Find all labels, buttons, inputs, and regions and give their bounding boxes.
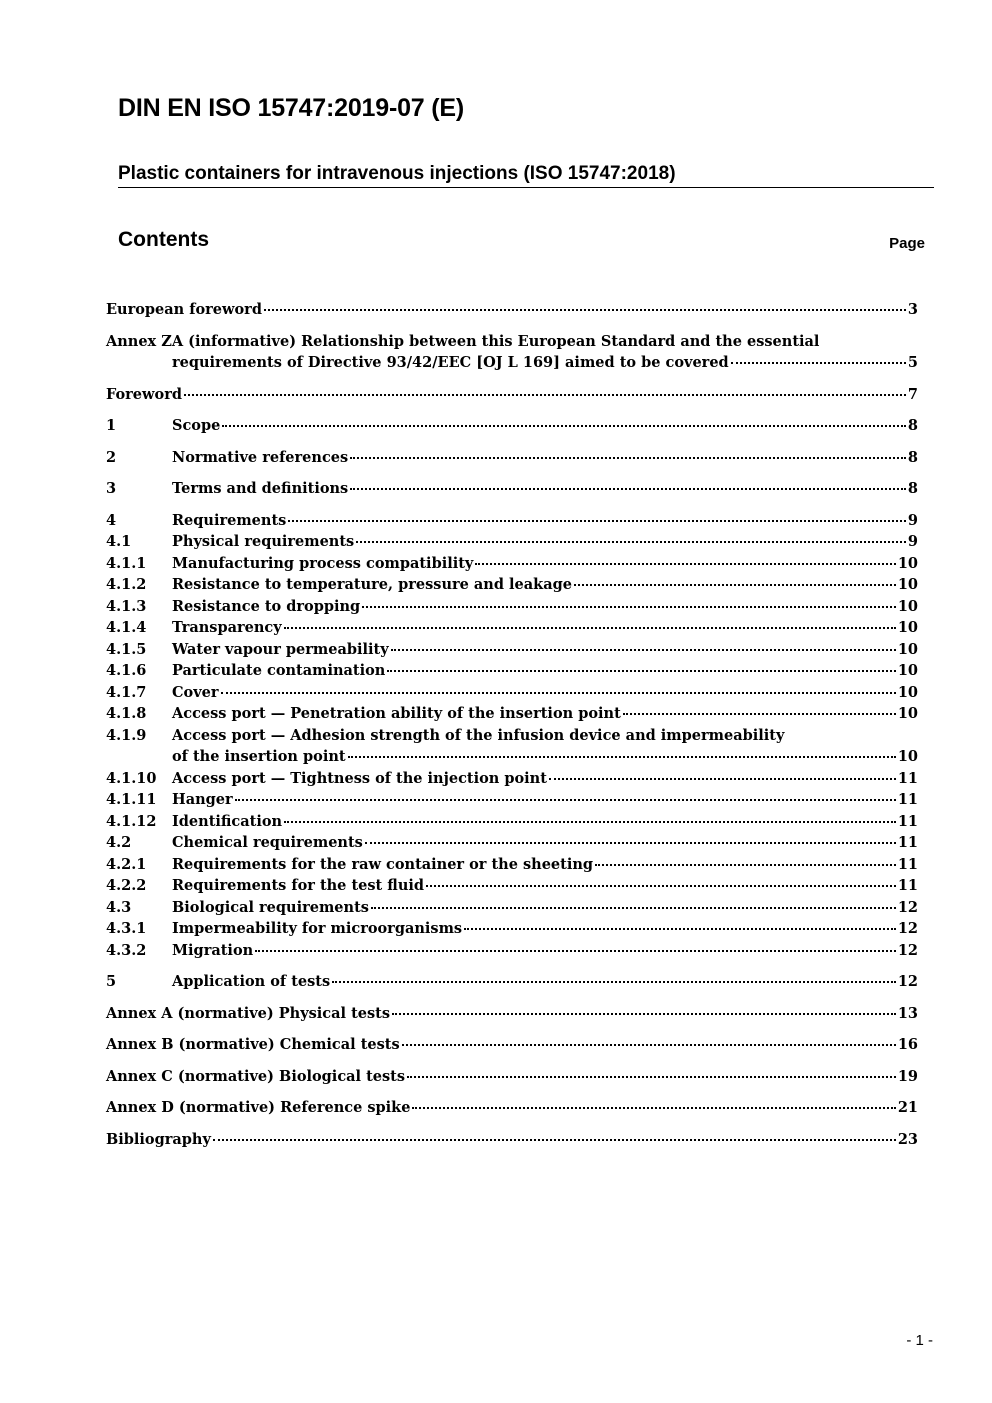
toc-entry-page: 10 (897, 640, 918, 658)
toc-entry-4-1-9[interactable] (106, 725, 918, 747)
toc-entry-page: 11 (897, 855, 918, 873)
toc-entry-title: Migration (172, 941, 254, 959)
toc-entry-page: 10 (897, 576, 918, 593)
toc-entry-number: 5 (106, 973, 117, 990)
dot-leader (407, 1076, 896, 1078)
dot-leader (284, 627, 896, 629)
toc-entry-annex-d[interactable] (106, 1097, 918, 1119)
toc-entry-number: 4.2 (106, 834, 132, 851)
dot-leader (350, 488, 906, 490)
toc-entry-title: Bibliography (106, 1130, 211, 1148)
toc-entry-page: 12 (897, 941, 918, 959)
toc-entry-3[interactable] (106, 478, 918, 500)
toc-entry-annex-c[interactable] (106, 1066, 918, 1088)
toc-entry-title: Application of tests (172, 973, 331, 990)
toc-entry-title: Requirements for the raw container or the sheeting (172, 855, 594, 873)
dot-leader (371, 907, 896, 909)
toc-entry-title: European foreword (106, 301, 262, 318)
toc-entry-bibliography[interactable] (106, 1129, 918, 1151)
toc-entry-title: Resistance to temperature, pressure and leakage (172, 576, 572, 593)
dot-leader (213, 1139, 896, 1141)
toc-entry-title: Identification (172, 812, 283, 830)
toc-entry-2[interactable] (106, 447, 918, 469)
toc-entry-title: Physical requirements (172, 533, 355, 550)
page-column-heading: Page (889, 235, 925, 252)
toc-entry-number: 4.3 (106, 898, 132, 916)
dot-leader (574, 584, 896, 586)
document-subtitle: Plastic containers for intravenous injections (ISO 15747:2018) (118, 163, 934, 188)
dot-leader (332, 981, 896, 983)
toc-entry-title: Access port — Penetration ability of the insertion point (172, 705, 621, 722)
toc-entry-number: 4.1.4 (106, 619, 147, 636)
toc-entry-title: Annex C (normative) Biological tests (106, 1067, 406, 1085)
toc-entry-page: 11 (897, 834, 918, 851)
toc-entry-number: 2 (106, 448, 117, 466)
dot-leader (222, 425, 906, 427)
dot-leader (731, 362, 906, 364)
dot-leader (284, 821, 896, 823)
toc-entry-page: 23 (897, 1130, 918, 1148)
toc-entry-number: 4 (106, 511, 117, 529)
toc-entry-4-1-7[interactable] (106, 682, 918, 704)
toc-entry-page: 13 (897, 1004, 918, 1022)
toc-entry-page: 12 (897, 973, 918, 990)
toc-entry-page: 16 (897, 1036, 918, 1053)
toc-entry-page: 8 (907, 480, 918, 497)
toc-entry-4-1-10[interactable] (106, 768, 918, 790)
dot-leader (255, 950, 896, 952)
dot-leader (412, 1107, 895, 1109)
toc-entry-title: Transparency (172, 619, 282, 636)
dot-leader (288, 520, 906, 522)
toc-entry-number: 4.1.12 (106, 812, 157, 830)
toc-entry-title: requirements of Directive 93/42/EEC [OJ L 169] aimed to be covered (172, 354, 729, 371)
toc-entry-number: 4.1.5 (106, 640, 147, 658)
toc-entry-title: Annex ZA (informative) Relationship between this European Standard and the essential (106, 332, 820, 350)
toc-entry-annex-a[interactable] (106, 1003, 918, 1025)
dot-leader (392, 1013, 896, 1015)
toc-entry-page: 12 (897, 898, 918, 916)
toc-entry-page: 10 (897, 683, 918, 701)
toc-entry-page: 10 (897, 554, 918, 572)
toc-entry-title: Normative references (172, 448, 349, 466)
table-of-contents (106, 299, 918, 1150)
toc-entry-4-1-12[interactable] (106, 811, 918, 833)
toc-entry-title: Requirements (172, 511, 287, 529)
dot-leader (387, 670, 895, 672)
toc-entry-4-1-3[interactable] (106, 596, 918, 618)
toc-entry-number: 4.1.8 (106, 705, 147, 722)
toc-entry-page: 21 (897, 1099, 918, 1116)
toc-entry-title: Hanger (172, 791, 233, 808)
toc-entry-number: 4.1.6 (106, 662, 147, 679)
toc-entry-page: 8 (907, 417, 918, 434)
toc-entry-page: 3 (907, 301, 918, 318)
dot-leader (350, 457, 906, 459)
dot-leader (221, 692, 896, 694)
toc-entry-title: Terms and definitions (172, 480, 349, 497)
toc-entry-page: 7 (907, 385, 918, 403)
toc-entry-page: 8 (907, 448, 918, 466)
toc-entry-title: Impermeability for microorganisms (172, 920, 463, 937)
toc-entry-number: 4.3.2 (106, 941, 147, 959)
toc-entry-page: 5 (907, 354, 918, 371)
toc-entry-number: 4.1.7 (106, 683, 147, 701)
toc-entry-number: 4.2.2 (106, 877, 147, 894)
toc-entry-page: 11 (897, 769, 918, 787)
toc-entry-4-1-11[interactable] (106, 789, 918, 811)
toc-entry-4-1-2[interactable] (106, 574, 918, 596)
toc-entry-1[interactable] (106, 415, 918, 437)
toc-entry-title: Requirements for the test fluid (172, 877, 425, 894)
toc-entry-4[interactable] (106, 510, 918, 532)
toc-entry-page: 10 (897, 597, 918, 615)
toc-entry-4-3-1[interactable] (106, 918, 918, 940)
toc-entry-title: Resistance to dropping (172, 597, 361, 615)
dot-leader (475, 563, 895, 565)
toc-entry-number: 1 (106, 417, 117, 434)
toc-entry-4-3-2[interactable] (106, 940, 918, 962)
dot-leader (426, 885, 896, 887)
toc-entry-title: Access port — Adhesion strength of the infusion device and impermeability (172, 726, 785, 744)
toc-entry-number: 4.1.9 (106, 726, 147, 744)
toc-entry-page: 11 (897, 791, 918, 808)
toc-entry-european-foreword[interactable] (106, 299, 918, 321)
toc-entry-page: 11 (897, 812, 918, 830)
contents-heading: Contents (118, 228, 209, 251)
dot-leader (595, 864, 896, 866)
dot-leader (623, 713, 896, 715)
dot-leader (348, 756, 896, 758)
toc-entry-number: 4.1.2 (106, 576, 147, 593)
toc-entry-number: 4.2.1 (106, 855, 147, 873)
toc-entry-title: of the insertion point (172, 748, 346, 765)
toc-entry-title: Chemical requirements (172, 834, 363, 851)
toc-entry-4-1-5[interactable] (106, 639, 918, 661)
toc-entry-annex-za-continued[interactable] (106, 352, 918, 374)
toc-entry-number: 4.3.1 (106, 920, 147, 937)
toc-entry-4-2-1[interactable] (106, 854, 918, 876)
toc-entry-title: Foreword (106, 385, 182, 403)
toc-entry-number: 4.1.11 (106, 791, 157, 808)
toc-entry-annex-za[interactable] (106, 331, 918, 353)
toc-entry-number: 3 (106, 480, 117, 497)
toc-entry-title: Annex B (normative) Chemical tests (106, 1036, 400, 1053)
toc-entry-4-1-8[interactable] (106, 703, 918, 725)
toc-entry-page: 10 (897, 662, 918, 679)
toc-entry-page: 10 (897, 705, 918, 722)
toc-entry-annex-b[interactable] (106, 1034, 918, 1056)
toc-entry-page: 19 (897, 1067, 918, 1085)
dot-leader (184, 394, 906, 396)
toc-entry-title: Biological requirements (172, 898, 369, 916)
dot-leader (549, 778, 896, 780)
dot-leader (362, 606, 896, 608)
toc-entry-4-2-2[interactable] (106, 875, 918, 897)
toc-entry-title: Cover (172, 683, 219, 701)
toc-entry-page: 10 (897, 619, 918, 636)
dot-leader (365, 842, 896, 844)
toc-entry-page: 9 (907, 511, 918, 529)
toc-entry-number: 4.1.10 (106, 769, 157, 787)
toc-entry-title: Manufacturing process compatibility (172, 554, 474, 572)
toc-entry-5[interactable] (106, 971, 918, 993)
toc-entry-4-3[interactable] (106, 897, 918, 919)
toc-entry-page: 9 (907, 533, 918, 550)
toc-entry-title: Access port — Tightness of the injection point (172, 769, 547, 787)
dot-leader (356, 541, 906, 543)
toc-entry-title: Water vapour permeability (172, 640, 389, 658)
dot-leader (464, 928, 896, 930)
toc-entry-number: 4.1 (106, 533, 132, 550)
toc-entry-4-1-6[interactable] (106, 660, 918, 682)
toc-entry-page: 12 (897, 920, 918, 937)
toc-entry-number: 4.1.1 (106, 554, 147, 572)
toc-entry-4-1-9-continued[interactable] (106, 746, 918, 768)
toc-entry-title: Particulate contamination (172, 662, 386, 679)
document-id-heading: DIN EN ISO 15747:2019-07 (E) (118, 94, 464, 122)
toc-entry-page: 10 (897, 748, 918, 765)
toc-entry-title: Scope (172, 417, 221, 434)
toc-entry-4-1-1[interactable] (106, 553, 918, 575)
toc-entry-4-1[interactable] (106, 531, 918, 553)
toc-entry-4-2[interactable] (106, 832, 918, 854)
dot-leader (264, 309, 906, 311)
toc-entry-page: 11 (897, 877, 918, 894)
dot-leader (391, 649, 896, 651)
page-number-footer: - 1 - (906, 1332, 933, 1349)
dot-leader (402, 1044, 896, 1046)
dot-leader (235, 799, 896, 801)
toc-entry-4-1-4[interactable] (106, 617, 918, 639)
toc-entry-foreword[interactable] (106, 384, 918, 406)
toc-entry-title: Annex A (normative) Physical tests (106, 1004, 391, 1022)
toc-entry-number: 4.1.3 (106, 597, 147, 615)
toc-entry-title: Annex D (normative) Reference spike (106, 1099, 411, 1116)
